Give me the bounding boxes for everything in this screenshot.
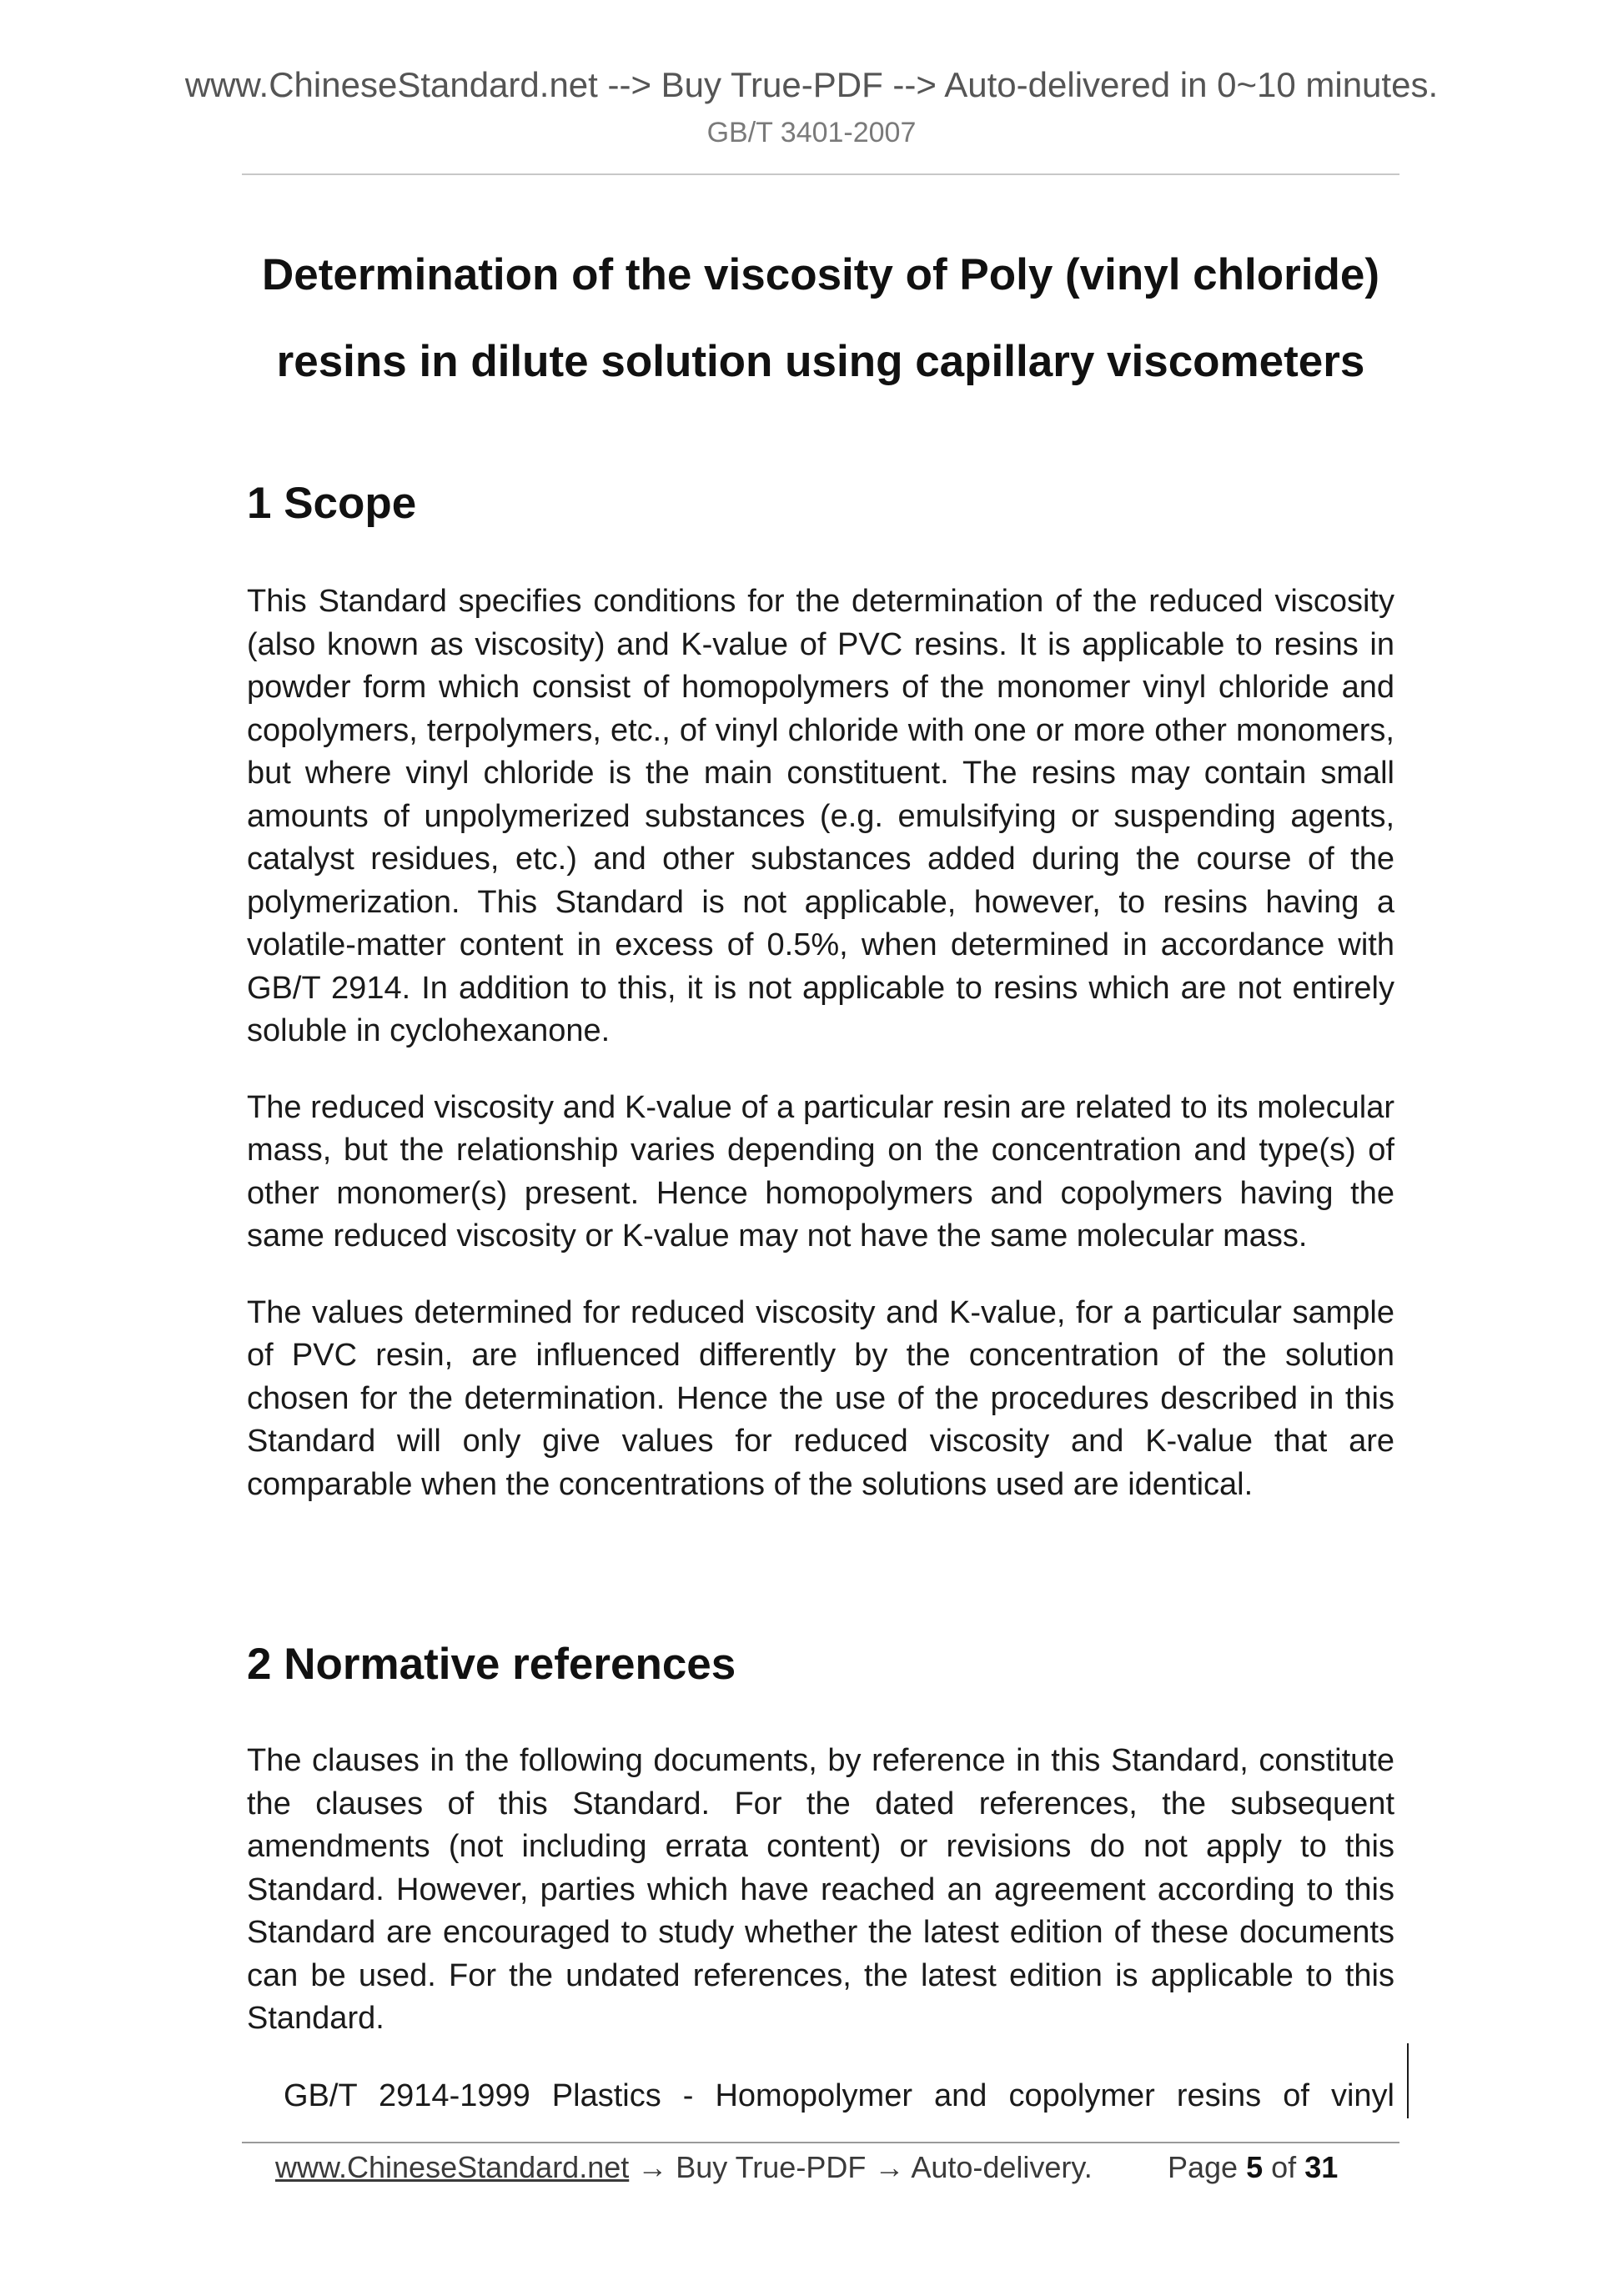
- scope-paragraph: The values determined for reduced viscosity and K-value, for a particular sample of PVC resin, are influenced differently by the concentration of the solution chosen for the determination. Hence the use of the procedures described in this Standard will only give values for reduced viscosity and K-value that are comparable when the concentrations of the solutions used are identical.: [247, 1294, 1394, 1502]
- normative-body: [247, 1740, 1394, 2074]
- header-standard-number: GB/T 3401-2007: [706, 117, 917, 148]
- header-divider: [242, 173, 1399, 175]
- of-label: of: [1271, 2150, 1297, 2184]
- title-line-2: resins in dilute solution using capillary viscometers: [276, 337, 1365, 386]
- reference-entry: GB/T 2914-1999 Plastics - Homopolymer and copolymer resins of vinyl: [284, 2078, 1394, 2113]
- section-heading-normative-references: 2 Normative references: [247, 1640, 736, 1689]
- total-pages: 31: [1304, 2150, 1339, 2184]
- title-line-1: Determination of the viscosity of Poly (vinyl chloride): [262, 250, 1379, 299]
- normative-paragraph: The clauses in the following documents, by reference in this Standard, constitute the clauses of this Standard. For the dated references, the subsequent amendments (not including errata content) or revisions do not apply to this Standard. However, parties which have reached an agreement according to this Standard are encouraged to study whether the latest edition of these documents can be used. For the undated references, the latest edition is applicable to this Standard.: [247, 1743, 1394, 2036]
- scope-body: [247, 580, 1394, 1540]
- page-number: [1168, 2150, 1338, 2185]
- scope-paragraph: This Standard specifies conditions for the determination of the reduced viscosity (also known as viscosity) and K-value of PVC resins. It is applicable to resins in powder form which consist of homopolymers of the monomer vinyl chloride and copolymers, terpolymers, etc., of vinyl chloride with one or more other monomers, but where vinyl chloride is the main constituent. The resins may contain small amounts of unpolymerized substances (e.g. emulsifying or suspending agents, catalyst residues, etc.) and other substances added during the course of the polymerization. This Standard is not applicable, however, to resins having a volatile-matter content in excess of 0.5%, when determined in accordance with GB/T 2914. In addition to this, it is not applicable to resins which are not entirely soluble in cyclohexanone.: [247, 584, 1394, 1048]
- current-page: 5: [1246, 2150, 1264, 2184]
- footer-link[interactable]: www.ChineseStandard.net: [275, 2150, 630, 2184]
- page-label: Page: [1168, 2150, 1239, 2184]
- document-title: [247, 232, 1394, 405]
- section-heading-scope: 1 Scope: [247, 479, 417, 528]
- header-banner: www.ChineseStandard.net --> Buy True-PDF --> Auto-delivered in 0~10 minutes.: [184, 65, 1439, 104]
- footer-promo: [275, 2150, 1093, 2185]
- footer-divider: [242, 2142, 1399, 2143]
- scope-paragraph: The reduced viscosity and K-value of a particular resin are related to its molecular mass, but the relationship varies depending on the concentration and type(s) of other monomer(s) present. Hence homopolymers and copolymers having the same reduced viscosity or K-value may not have the same molecular mass.: [247, 1089, 1394, 1254]
- margin-bar: [1407, 2043, 1409, 2118]
- footer-promo-text: → Buy True-PDF → Auto-delivery.: [629, 2150, 1093, 2184]
